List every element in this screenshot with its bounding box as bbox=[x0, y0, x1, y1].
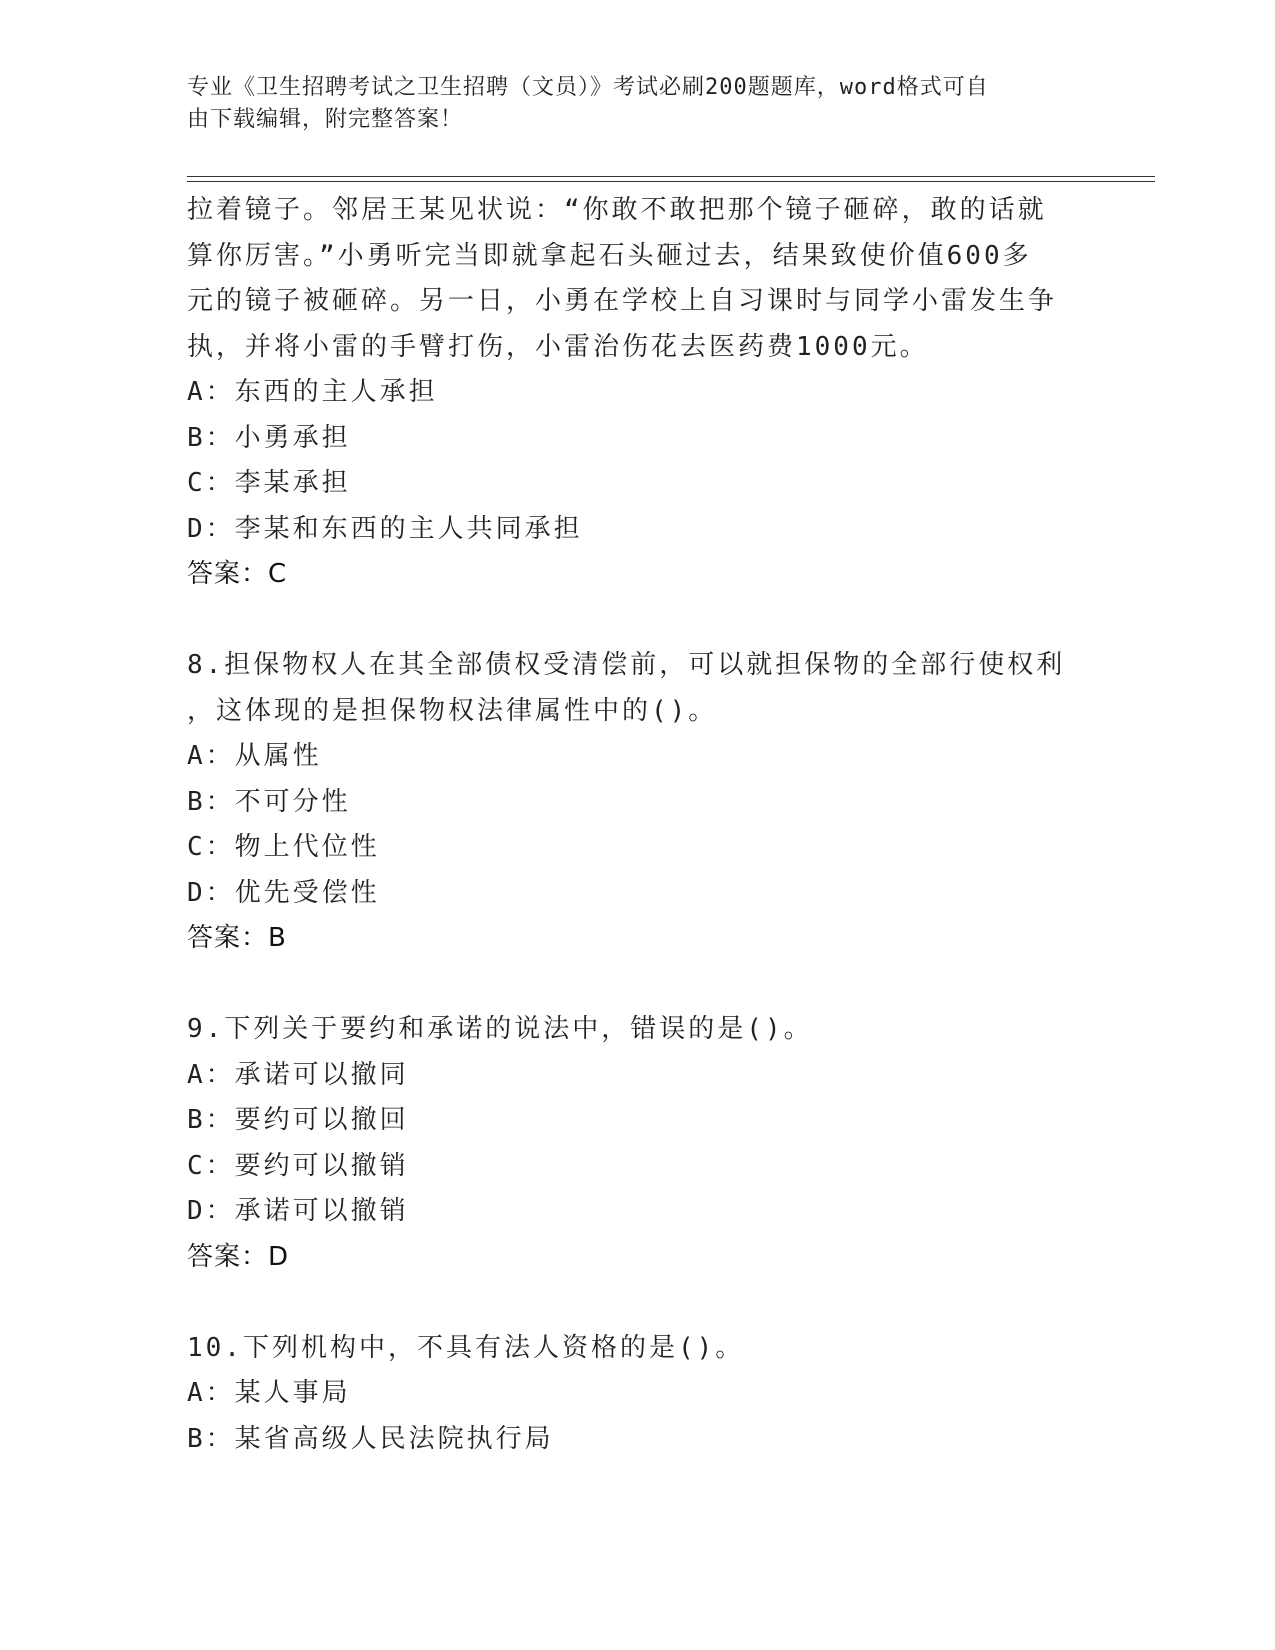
option-b: B：要约可以撤回 bbox=[187, 1105, 409, 1135]
option-a: A：承诺可以撤同 bbox=[187, 1059, 409, 1090]
question-stem-line: 元的镜子被砸碎。另一日，小勇在学校上自习课时与同学小雷发生争 bbox=[187, 286, 1058, 316]
header-divider-top bbox=[187, 176, 1155, 177]
option-d: D：承诺可以撤销 bbox=[187, 1196, 409, 1226]
option-a: A：某人事局 bbox=[187, 1378, 351, 1408]
question-spacer bbox=[187, 962, 1067, 1008]
answer-line: 答案：D bbox=[187, 1241, 290, 1272]
option-a: A：从属性 bbox=[187, 741, 322, 771]
question-stem-line: 9.下列关于要约和承诺的说法中，错误的是()。 bbox=[187, 1014, 813, 1044]
header-line-1: 专业《卫生招聘考试之卫生招聘（文员）》考试必刷200题题库，word格式可自 bbox=[187, 75, 989, 100]
question-10 bbox=[187, 1326, 1067, 1463]
question-9 bbox=[187, 1007, 1067, 1280]
answer-line: 答案：B bbox=[187, 923, 287, 953]
question-spacer bbox=[187, 1280, 1067, 1326]
question-list bbox=[187, 188, 1067, 1462]
option-a: A：东西的主人承担 bbox=[187, 377, 438, 407]
option-c: C：李某承担 bbox=[187, 468, 351, 498]
option-b: B：某省高级人民法院执行局 bbox=[187, 1423, 554, 1454]
option-c: C：物上代位性 bbox=[187, 832, 380, 862]
question-8 bbox=[187, 643, 1067, 962]
question-stem-line: ，这体现的是担保物权法律属性中的()。 bbox=[187, 695, 718, 726]
option-d: D：李某和东西的主人共同承担 bbox=[187, 513, 583, 544]
document-header bbox=[187, 72, 1067, 136]
question-stem-line: 8.担保物权人在其全部债权受清偿前，可以就担保物的全部行使权利 bbox=[187, 650, 1066, 680]
question-stem-line: 10.下列机构中，不具有法人资格的是()。 bbox=[187, 1332, 745, 1363]
option-d: D：优先受偿性 bbox=[187, 877, 380, 908]
answer-line: 答案：C bbox=[187, 559, 288, 589]
question-stem-line: 算你厉害。”小勇听完当即就拿起石头砸过去，结果致使价值600多 bbox=[187, 240, 1032, 271]
question-spacer bbox=[187, 598, 1067, 644]
question-7-continuation bbox=[187, 188, 1067, 598]
header-divider-bottom bbox=[187, 181, 1155, 182]
question-stem-line: 执，并将小雷的手臂打伤，小雷治伤花去医药费1000元。 bbox=[187, 331, 929, 362]
option-b: B：不可分性 bbox=[187, 786, 351, 817]
option-b: B：小勇承担 bbox=[187, 422, 351, 453]
question-stem-line: 拉着镜子。邻居王某见状说：“你敢不敢把那个镜子砸碎，敢的话就 bbox=[187, 195, 1047, 225]
header-line-2: 由下载编辑，附完整答案！ bbox=[187, 107, 464, 132]
option-c: C：要约可以撤销 bbox=[187, 1150, 409, 1181]
